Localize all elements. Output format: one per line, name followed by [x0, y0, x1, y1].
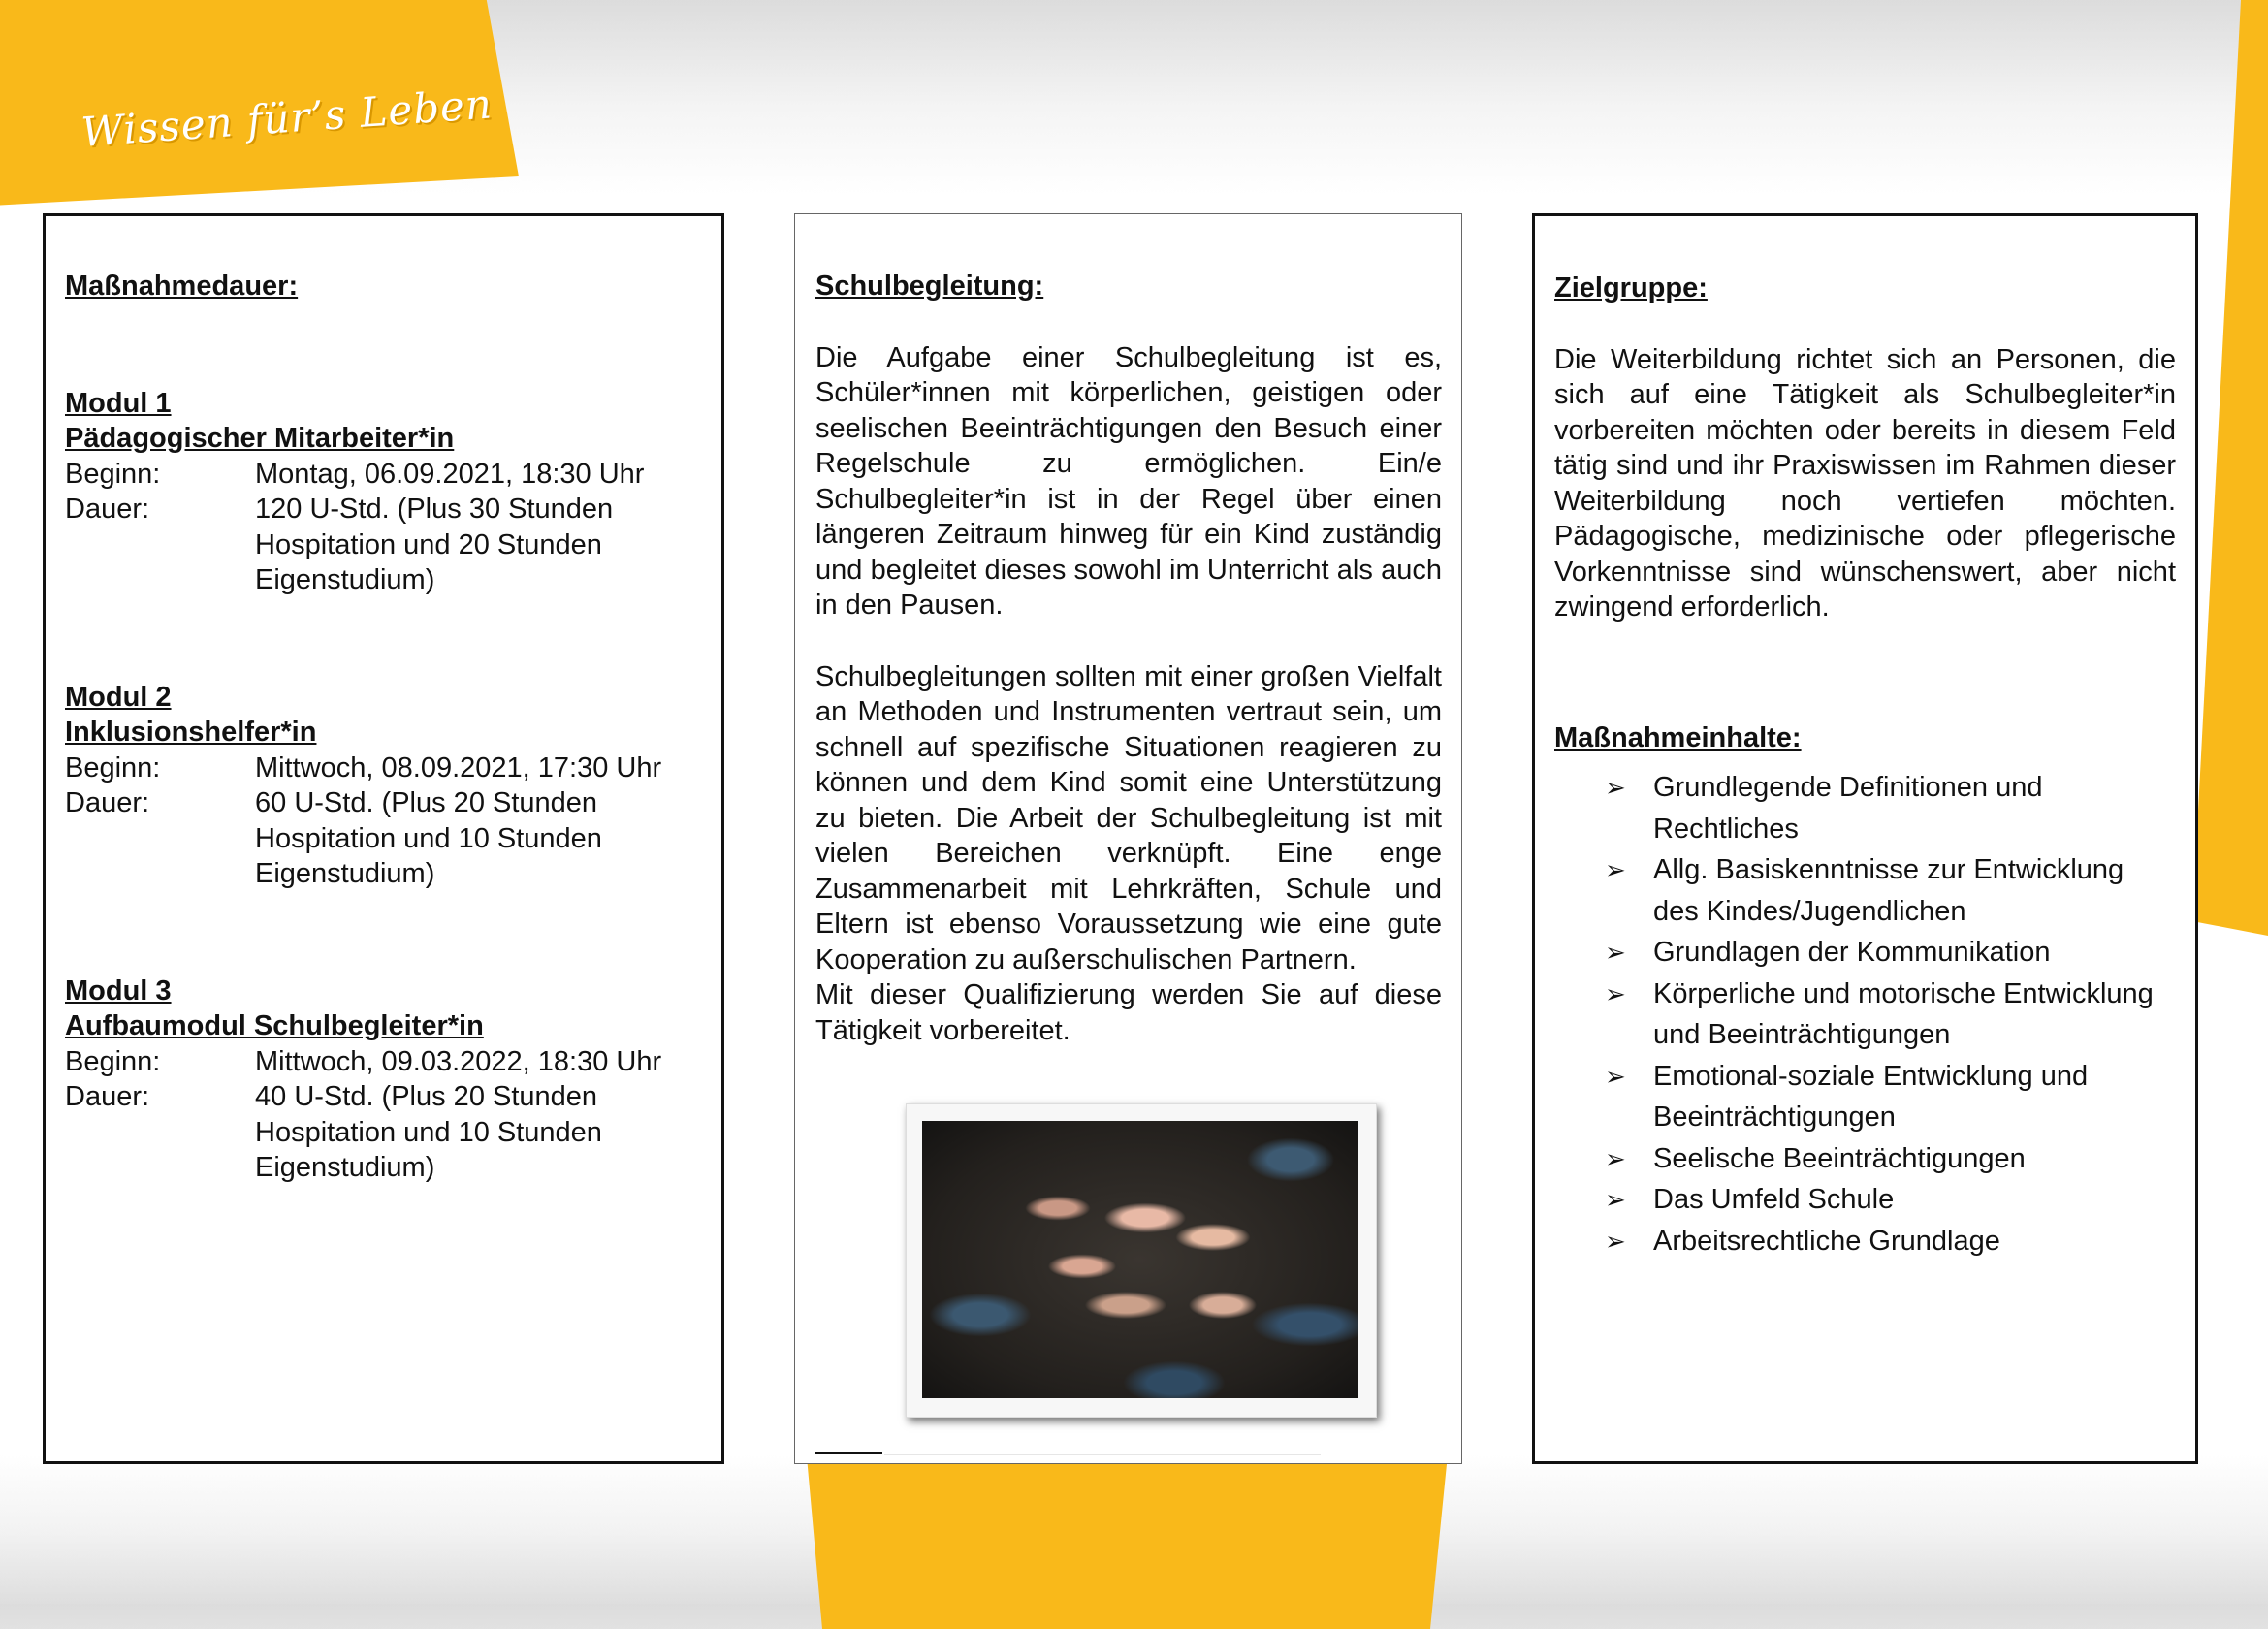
module-subtitle: Pädagogischer Mitarbeiter*in — [65, 423, 455, 454]
paragraph: Die Weiterbildung richtet sich an Personen, die sich auf eine Tätigkeit als Schulbegleiter*in vorbereiten möchten oder bereits in diesem Feld tätig sind und ihr Praxiswissen im Rahmen dieser Weiterbildung noch vertiefen möchten. Pädagogische, medizinische oder pflegerische Vorkenntnisse sind wünschenswert, aber nicht zwingend erforderlich. — [1554, 343, 2176, 623]
panel-heading: Maßnahmedauer: — [65, 271, 299, 302]
hands-photo-frame — [906, 1103, 1377, 1418]
list-item — [1605, 767, 2176, 849]
arrow-bullet-icon: ➢ — [1605, 855, 1626, 884]
duration-line: Eigenstudium) — [255, 1152, 435, 1183]
module-3 — [65, 974, 702, 1186]
module-subtitle: Aufbaumodul Schulbegleiter*in — [65, 1010, 484, 1041]
arrow-bullet-icon: ➢ — [1605, 1185, 1626, 1214]
list-item-text: Grundlagen der Kommunikation — [1653, 937, 2051, 968]
duration-label: Dauer: — [65, 494, 150, 525]
duration-row — [65, 1079, 702, 1186]
list-item — [1605, 1179, 2176, 1221]
arrow-bullet-icon: ➢ — [1605, 1061, 1626, 1091]
duration-line: Hospitation und 20 Stunden — [255, 528, 602, 560]
begin-label: Beginn: — [65, 1045, 161, 1077]
duration-value — [255, 492, 702, 598]
arrow-bullet-icon: ➢ — [1605, 1226, 1626, 1256]
panel-heading: Zielgruppe: — [1554, 272, 1708, 303]
duration-line: Hospitation und 10 Stunden — [255, 822, 602, 854]
module-title: Modul 1 — [65, 387, 172, 419]
paragraph: Die Aufgabe einer Schulbegleitung ist es, Schüler*innen mit körperlichen, geistigen oder seelischen Beeinträchtigungen den Besuch einer Regelschule zu ermöglichen. Ein/e Schulbegleiter*in ist in der Regel über einen längeren Zeitraum hinweg für ein Kind zuständig und begleitet dieses sowohl im Unterricht als auch in den Pausen. — [815, 341, 1442, 621]
module-title: Modul 3 — [65, 974, 172, 1006]
arrow-bullet-icon: ➢ — [1605, 978, 1626, 1008]
duration-row — [65, 785, 702, 892]
divider — [884, 1454, 1321, 1455]
paragraph: Mit dieser Qualifizierung werden Sie auf diese Tätigkeit vorbereitet. — [815, 979, 1442, 1046]
list-item — [1605, 1221, 2176, 1262]
module-title: Modul 2 — [65, 681, 172, 713]
duration-line: Eigenstudium) — [255, 564, 435, 595]
begin-row — [65, 457, 702, 493]
duration-line: Hospitation und 10 Stunden — [255, 1116, 602, 1148]
hands-photo — [922, 1121, 1358, 1398]
list-item-text: Arbeitsrechtliche Grundlage — [1653, 1225, 2000, 1257]
list-item — [1605, 974, 2176, 1056]
list-item-text: Grundlegende Definitionen und Rechtliches — [1653, 772, 2043, 845]
content-list — [1554, 767, 2176, 1262]
decor-bottom-band — [805, 1435, 1450, 1629]
list-item — [1605, 932, 2176, 974]
duration-row — [65, 492, 702, 598]
arrow-bullet-icon: ➢ — [1605, 773, 1626, 802]
panel-content — [1554, 271, 2176, 1262]
arrow-bullet-icon: ➢ — [1605, 938, 1626, 967]
list-item — [1605, 1056, 2176, 1138]
arrow-bullet-icon: ➢ — [1605, 1143, 1626, 1173]
list-item-text: Seelische Beeinträchtigungen — [1653, 1142, 2026, 1174]
module-subtitle: Inklusionshelfer*in — [65, 717, 317, 748]
duration-line: 120 U-Std. (Plus 30 Stunden — [255, 494, 614, 525]
panel-zielgruppe — [1532, 213, 2198, 1464]
duration-line: 60 U-Std. (Plus 20 Stunden — [255, 787, 598, 818]
panel-schulbegleitung — [794, 213, 1462, 1464]
begin-value: Mittwoch, 08.09.2021, 17:30 Uhr — [255, 751, 662, 783]
list-item — [1605, 1138, 2176, 1180]
duration-line: Eigenstudium) — [255, 858, 435, 889]
list-item-text: Emotional-soziale Entwicklung und Beeinträchtigungen — [1653, 1060, 2089, 1133]
list-item-text: Das Umfeld Schule — [1653, 1184, 1895, 1215]
duration-line: 40 U-Std. (Plus 20 Stunden — [255, 1081, 598, 1112]
decor-right-band — [2192, 0, 2268, 936]
list-item-text: Allg. Basiskenntnisse zur Entwicklung des Kindes/Jugendlichen — [1653, 854, 2124, 927]
list-item-text: Körperliche und motorische Entwicklung und Beeinträchtigungen — [1653, 977, 2154, 1050]
begin-row — [65, 1044, 702, 1080]
duration-label: Dauer: — [65, 1081, 150, 1112]
panel-heading: Maßnahmeinhalte: — [1554, 721, 1802, 753]
duration-value — [255, 1079, 702, 1186]
begin-value: Montag, 06.09.2021, 18:30 Uhr — [255, 458, 645, 490]
list-item — [1605, 849, 2176, 932]
duration-label: Dauer: — [65, 787, 150, 818]
begin-label: Beginn: — [65, 458, 161, 490]
paragraph: Schulbegleitungen sollten mit einer großen Vielfalt an Methoden und Instrumenten vertraut sein, um schnell auf spezifische Situationen reagieren zu können und dem Kind somit eine Unterstützung zu bieten. Die Arbeit der Schulbegleitung ist mit vielen Bereichen verknüpft. Eine enge Zusammenarbeit mit Lehrkräften, Schule und Eltern ist ebenso Voraussetzung wie eine gute Kooperation zu außerschulischen Partnern. — [815, 660, 1442, 975]
begin-row — [65, 751, 702, 786]
begin-label: Beginn: — [65, 751, 161, 783]
duration-value — [255, 785, 702, 892]
panel-massnahmedauer — [43, 213, 724, 1464]
logo-wordmark: Wissen für’s Leben — [80, 80, 495, 156]
panel-content — [65, 269, 702, 1186]
panel-content — [815, 269, 1442, 1048]
module-2 — [65, 680, 702, 892]
begin-value: Mittwoch, 09.03.2022, 18:30 Uhr — [255, 1045, 662, 1077]
divider — [815, 1452, 882, 1454]
panel-heading: Schulbegleitung: — [815, 271, 1044, 302]
module-1 — [65, 386, 702, 598]
